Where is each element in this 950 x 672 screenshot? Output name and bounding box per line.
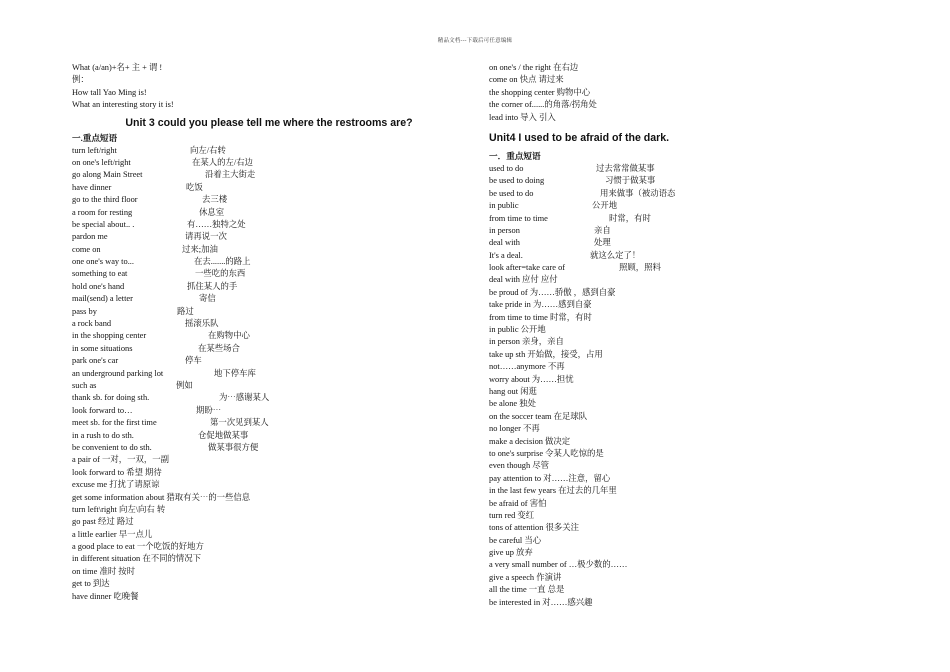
- phrase-row: [489, 597, 889, 609]
- phrase-row: [72, 169, 452, 181]
- left-intro: [72, 62, 452, 112]
- phrase-english: deal with 应付 应付: [489, 275, 558, 285]
- phrase-english: pass by: [72, 306, 97, 316]
- unit3-section-title: 一.重点短语: [72, 132, 118, 143]
- phrase-english: turn left\right 向左\向右 转: [72, 504, 166, 514]
- phrase-english: be used to do: [489, 188, 534, 198]
- phrase-row: [72, 157, 452, 169]
- phrase-english: get to 到达: [72, 579, 110, 589]
- phrase-row: [489, 386, 889, 398]
- phrase-chinese: 时常，有时: [609, 213, 651, 223]
- phrase-english: in the last few years 在过去的几年里: [489, 486, 617, 496]
- unit3-title: Unit 3 could you please tell me where the restrooms are?: [125, 116, 413, 129]
- phrase-chinese: 请再说一次: [185, 232, 227, 242]
- phrase-english: even though 尽管: [489, 461, 550, 471]
- phrase-english: in public: [489, 201, 519, 211]
- left-column: [72, 62, 452, 603]
- phrase-english: hold one's hand: [72, 281, 125, 291]
- phrase-english: from time to time: [489, 213, 548, 223]
- phrase-english: a pair of 一对，一双，一副: [72, 455, 169, 465]
- phrase-row: [489, 423, 889, 435]
- phrase-row: [489, 448, 889, 460]
- phrase-row: [72, 293, 452, 305]
- phrase-row: [72, 244, 452, 256]
- phrase-english: such as: [72, 380, 97, 390]
- text-line: What (a/an)+名+ 主 + 谓 !: [72, 63, 163, 72]
- phrase-english: in different situation 在不同的情况下: [72, 554, 201, 564]
- phrase-english: meet sb. for the first time: [72, 418, 157, 428]
- phrase-english: a rock band: [72, 319, 112, 329]
- phrase-english: be careful 当心: [489, 535, 542, 545]
- text-line: What an interesting story it is!: [72, 100, 174, 110]
- phrase-row: [489, 324, 889, 336]
- phrase-row: [489, 349, 889, 361]
- phrase-chinese: 在某人的左/右边: [192, 157, 253, 167]
- phrase-chinese: 做某事很方便: [208, 442, 259, 452]
- phrase-row: [489, 274, 889, 286]
- phrase-english: come on 快点 请过来: [489, 75, 564, 85]
- phrase-english: tons of attention 很多关注: [489, 523, 580, 533]
- phrase-chinese: 就这么定了！: [590, 250, 641, 260]
- phrase-row: [72, 553, 452, 565]
- phrase-row: [72, 256, 452, 268]
- phrase-row: [72, 194, 452, 206]
- phrase-row: [72, 207, 452, 219]
- phrase-row: [489, 250, 889, 262]
- phrase-english: It's a deal.: [489, 250, 523, 260]
- phrase-english: take pride in 为……感到自豪: [489, 300, 592, 310]
- phrase-english: park one's car: [72, 356, 119, 366]
- phrase-row: [72, 182, 452, 194]
- phrase-chinese: 亲自: [594, 225, 611, 235]
- phrase-row: [72, 268, 452, 280]
- phrase-english: one one's way to...: [72, 257, 134, 267]
- phrase-row: [489, 572, 889, 584]
- phrase-chinese: 期盼⋯: [196, 405, 222, 415]
- phrase-english: have dinner: [72, 182, 112, 192]
- phrase-english: take up sth 开始做，接受，占用: [489, 349, 603, 359]
- phrase-row: [489, 336, 889, 348]
- phrase-row: [72, 306, 452, 318]
- phrase-english: on one's left/right: [72, 157, 131, 167]
- phrase-chinese: 处理: [594, 238, 611, 248]
- phrase-chinese: 照顾，照料: [619, 263, 661, 273]
- phrase-row: [72, 405, 452, 417]
- phrase-row: [489, 213, 889, 225]
- phrase-english: go past 经过 路过: [72, 517, 134, 527]
- phrase-english: look after=take care of: [489, 263, 566, 273]
- phrase-row: [489, 584, 889, 596]
- phrase-row: [489, 374, 889, 386]
- phrase-english: be afraid of 害怕: [489, 498, 547, 508]
- phrase-row: [489, 361, 889, 373]
- phrase-english: be special about.. .: [72, 219, 135, 229]
- phrase-english: in person: [489, 225, 520, 235]
- phrase-chinese: 抓住某人的手: [187, 281, 238, 291]
- unit3-phrase-list: [72, 145, 452, 603]
- phrase-row: [72, 566, 452, 578]
- phrase-english: used to do: [489, 163, 524, 173]
- phrase-row: [489, 535, 889, 547]
- phrase-english: in person 亲身，亲自: [489, 337, 564, 347]
- phrase-row: [72, 516, 452, 528]
- phrase-row: [489, 510, 889, 522]
- phrase-row: [72, 504, 452, 516]
- phrase-chinese: 过去常常做某事: [596, 163, 655, 173]
- phrase-chinese: 为⋯感谢某人: [219, 393, 270, 403]
- phrase-english: give up 放弃: [489, 548, 533, 558]
- phrase-english: the shopping center 购物中心: [489, 87, 591, 97]
- phrase-row: [489, 436, 889, 448]
- phrase-chinese: 向左/右转: [190, 145, 226, 155]
- phrase-row: [489, 62, 889, 74]
- phrase-row: [72, 454, 452, 466]
- phrase-english: in some situations: [72, 343, 133, 353]
- page-header: 精品文档---下载后可任意编辑: [437, 38, 513, 44]
- unit4-phrase-list: [489, 163, 889, 609]
- phrase-row: [489, 498, 889, 510]
- phrase-row: [489, 559, 889, 571]
- phrase-english: be interested in 对……感兴趣: [489, 597, 593, 607]
- phrase-chinese: 仓促地做某事: [198, 430, 249, 440]
- phrase-chinese: 停车: [185, 356, 202, 366]
- phrase-english: get some information about 猎取有关⋯的一些信息: [72, 492, 251, 502]
- phrase-chinese: 吃饭: [186, 182, 203, 192]
- phrase-row: [489, 312, 889, 324]
- phrase-row: [72, 417, 452, 429]
- phrase-english: no longer 不再: [489, 424, 540, 434]
- unit4-section-title: 一．重点短语: [489, 150, 541, 161]
- phrase-english: turn red 变红: [489, 510, 535, 520]
- phrase-english: all the time 一直 总是: [489, 585, 565, 595]
- phrase-english: in public 公开地: [489, 325, 546, 335]
- phrase-english: something to eat: [72, 269, 128, 279]
- phrase-row: [489, 237, 889, 249]
- phrase-english: an underground parking lot: [72, 368, 164, 378]
- phrase-english: on the soccer team 在足球队: [489, 411, 588, 421]
- phrase-chinese: 在某些场合: [198, 343, 240, 353]
- phrase-row: [72, 591, 452, 603]
- phrase-english: pardon me: [72, 232, 108, 242]
- phrase-english: lead into 导入 引入: [489, 112, 556, 122]
- phrase-chinese: 沿着主大街走: [205, 170, 256, 180]
- phrase-row: [72, 380, 452, 392]
- phrase-chinese: 第一次见到某人: [210, 418, 269, 428]
- phrase-chinese: 公开地: [592, 201, 618, 211]
- unit4-title: Unit4 I used to be afraid of the dark.: [489, 131, 670, 144]
- phrase-english: in a rush to do sth.: [72, 430, 134, 440]
- phrase-row: [489, 188, 889, 200]
- phrase-row: [489, 175, 889, 187]
- phrase-english: in the shopping center: [72, 331, 147, 341]
- phrase-chinese: 去三楼: [202, 195, 228, 205]
- phrase-row: [489, 87, 889, 99]
- phrase-row: [489, 112, 889, 124]
- phrase-row: [72, 330, 452, 342]
- phrase-chinese: 在购物中心: [208, 331, 250, 341]
- phrase-chinese: 有……独特之处: [187, 219, 246, 229]
- phrase-row: [72, 355, 452, 367]
- phrase-english: look forward to…: [72, 405, 133, 415]
- phrase-row: [72, 281, 452, 293]
- phrase-row: [489, 522, 889, 534]
- phrase-chinese: 一些吃的东西: [195, 269, 246, 279]
- phrase-row: [489, 200, 889, 212]
- phrase-english: pay attention to 对……注意，留心: [489, 473, 611, 483]
- phrase-row: [72, 541, 452, 553]
- phrase-english: be convenient to do sth.: [72, 442, 152, 452]
- phrase-english: make a decision 做决定: [489, 436, 571, 446]
- phrase-english: a very small number of …极少数的……: [489, 560, 628, 570]
- right-column: [489, 62, 889, 609]
- phrase-row: [489, 163, 889, 175]
- phrase-chinese: 习惯于做某事: [605, 176, 656, 186]
- phrase-english: a room for resting: [72, 207, 133, 217]
- phrase-row: [489, 473, 889, 485]
- text-line: 例：: [72, 75, 89, 85]
- phrase-english: turn left/right: [72, 145, 117, 155]
- phrase-english: give a speech 作演讲: [489, 572, 562, 582]
- phrase-chinese: 休息室: [199, 207, 225, 217]
- phrase-row: [489, 460, 889, 472]
- phrase-english: a good place to eat 一个吃饭的好地方: [72, 542, 204, 552]
- phrase-row: [489, 398, 889, 410]
- phrase-english: mail(send) a letter: [72, 294, 133, 304]
- phrase-english: on time 准时 按时: [72, 566, 136, 576]
- phrase-row: [72, 442, 452, 454]
- phrase-english: thank sb. for doing sth.: [72, 393, 150, 403]
- phrase-row: [72, 368, 452, 380]
- phrase-english: excuse me 打扰了请原谅: [72, 480, 160, 490]
- phrase-chinese: 过来;加油: [182, 244, 218, 254]
- phrase-row: [489, 99, 889, 111]
- phrase-row: [489, 485, 889, 497]
- phrase-chinese: 在去.......的路上: [194, 257, 251, 267]
- phrase-english: hang out 闲逛: [489, 386, 537, 396]
- phrase-english: to one's surprise 令某人吃惊的是: [489, 448, 604, 458]
- phrase-row: [72, 343, 452, 355]
- phrase-row: [489, 225, 889, 237]
- phrase-row: [489, 74, 889, 86]
- right-intro: [489, 62, 889, 124]
- phrase-chinese: 地下停车库: [214, 368, 256, 378]
- phrase-chinese: 路过: [177, 306, 194, 316]
- phrase-english: go along Main Street: [72, 170, 143, 180]
- phrase-chinese: 寄信: [199, 294, 216, 304]
- phrase-english: be used to doing: [489, 176, 545, 186]
- phrase-english: deal with: [489, 238, 520, 248]
- phrase-english: be proud of 为……骄傲 ，感到自豪: [489, 287, 616, 297]
- phrase-row: [489, 411, 889, 423]
- phrase-row: [72, 145, 452, 157]
- phrase-english: come on: [72, 244, 101, 254]
- phrase-row: [489, 287, 889, 299]
- phrase-english: a little earlier 早一点儿: [72, 529, 153, 539]
- text-line: How tall Yao Ming is!: [72, 87, 147, 97]
- phrase-row: [72, 318, 452, 330]
- phrase-row: [72, 479, 452, 491]
- phrase-row: [489, 547, 889, 559]
- phrase-row: [72, 219, 452, 231]
- phrase-row: [72, 392, 452, 404]
- phrase-english: look forward to 希望 期待: [72, 467, 162, 477]
- phrase-row: [489, 262, 889, 274]
- phrase-row: [72, 529, 452, 541]
- phrase-row: [72, 467, 452, 479]
- phrase-english: the corner of......的角落/拐角处: [489, 100, 597, 110]
- phrase-chinese: 用来做事（被动语态: [600, 188, 676, 198]
- phrase-english: on one's / the right 在右边: [489, 63, 579, 72]
- phrase-english: be alone 独处: [489, 399, 536, 409]
- phrase-english: go to the third floor: [72, 195, 138, 205]
- phrase-english: worry about 为……担忧: [489, 374, 574, 384]
- phrase-row: [489, 299, 889, 311]
- phrase-english: from time to time 时常，有时: [489, 312, 592, 322]
- phrase-row: [72, 430, 452, 442]
- phrase-row: [72, 578, 452, 590]
- phrase-chinese: 例如: [176, 380, 193, 390]
- phrase-row: [72, 492, 452, 504]
- phrase-row: [72, 231, 452, 243]
- phrase-english: not……anymore 不再: [489, 362, 565, 372]
- phrase-english: have dinner 吃晚餐: [72, 591, 139, 601]
- phrase-chinese: 摇滚乐队: [185, 319, 219, 329]
